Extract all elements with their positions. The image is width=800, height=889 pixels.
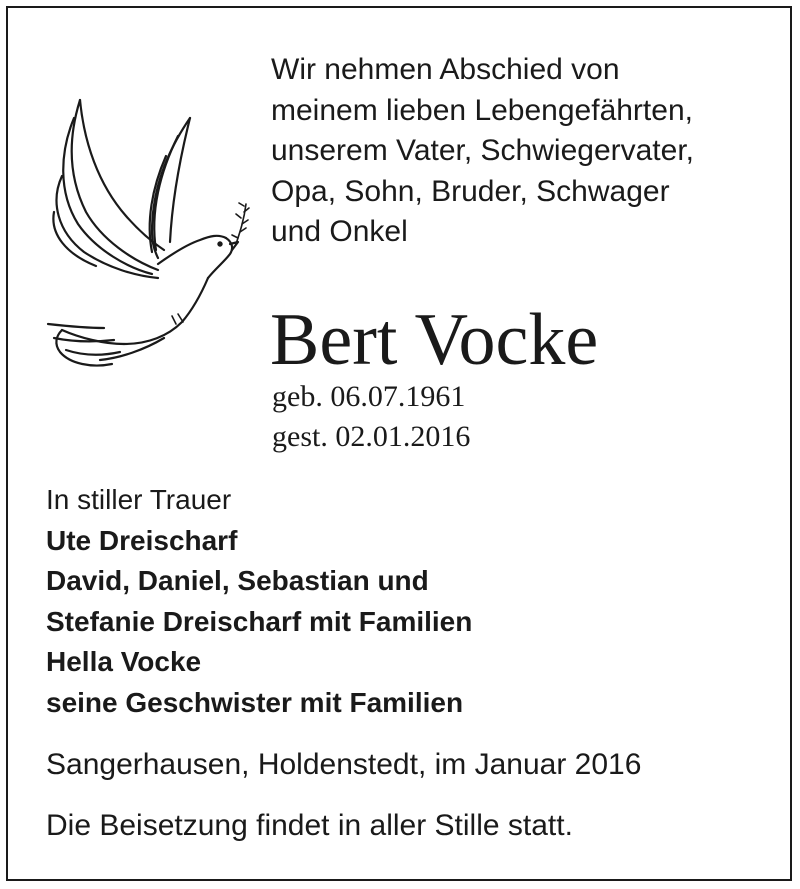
mourner-line: David, Daniel, Sebastian und bbox=[46, 565, 429, 596]
death-date: gest. 02.01.2016 bbox=[272, 420, 471, 453]
mourners-block bbox=[46, 480, 472, 723]
intro-line: meinem lieben Lebengefährten, bbox=[271, 93, 693, 127]
intro-text bbox=[271, 50, 694, 253]
mourner-line: Hella Vocke bbox=[46, 646, 202, 677]
intro-line: unserem Vater, Schwiegervater, bbox=[271, 134, 694, 167]
mourner-line: Stefanie Dreischarf mit Familien bbox=[46, 605, 473, 637]
life-dates bbox=[272, 377, 470, 457]
mourning-heading: In stiller Trauer bbox=[46, 484, 232, 515]
funeral-note: Die Beisetzung findet in aller Stille statt. bbox=[46, 809, 573, 842]
intro-line: und Onkel bbox=[271, 215, 408, 248]
deceased-name: Bert Vocke bbox=[270, 299, 599, 381]
mourner-line: Ute Dreischarf bbox=[46, 524, 238, 556]
intro-line: Opa, Sohn, Bruder, Schwager bbox=[271, 174, 670, 208]
dove-icon bbox=[40, 92, 260, 382]
place-date: Sangerhausen, Holdenstedt, im Januar 2016 bbox=[46, 748, 642, 781]
mourner-line: seine Geschwister mit Familien bbox=[46, 686, 464, 718]
intro-line: Wir nehmen Abschied von bbox=[271, 53, 620, 86]
birth-date: geb. 06.07.1961 bbox=[272, 380, 466, 413]
